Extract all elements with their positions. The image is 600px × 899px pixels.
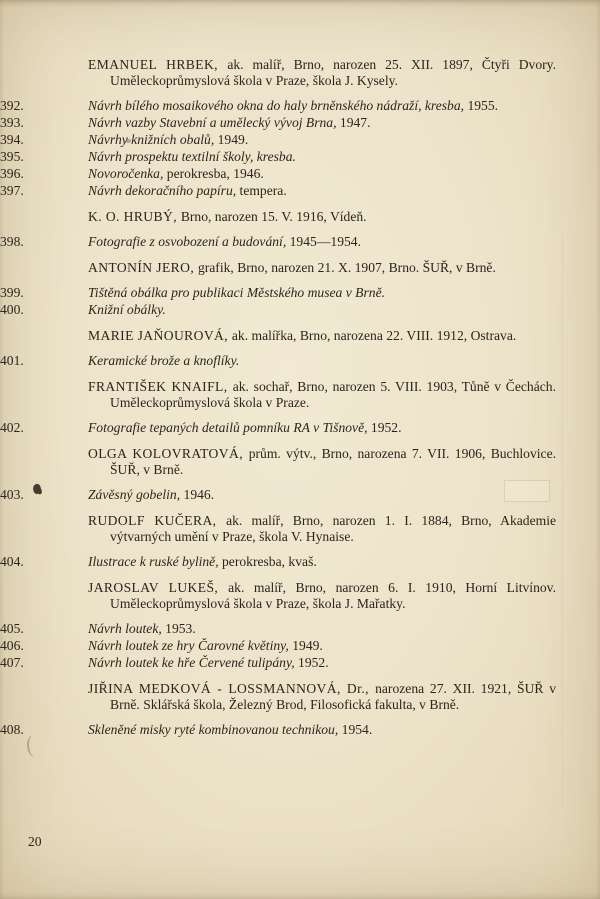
artist-details: ak. malířka, Brno, narozena 22. VIII. 1912, Ostrava. [231, 328, 517, 343]
artist-heading [88, 513, 557, 545]
artist-details: ak. malíř, Brno, narozen 1. I. 1884, Brno, Akademie výtvarných umění v Praze, škola V. Hynaise. [110, 513, 557, 544]
entry-number: 394. [0, 132, 24, 147]
catalog-entry [0, 554, 556, 570]
artist-name: JAROSLAV LUKEŠ, [88, 580, 229, 595]
artist-name: JIŘINA MEDKOVÁ - LOSSMANNOVÁ, Dr., [88, 681, 376, 696]
entry-title: Knižní obálky. [88, 302, 166, 317]
artist-details: ak. malíř, Brno, narozen 6. I. 1910, Horní Litvínov. Uměleckoprůmyslová škola v Praze, škola J. Mařatky. [110, 580, 556, 611]
catalog-entry [0, 285, 556, 301]
artist-details: grafik, Brno, narozen 21. X. 1907, Brno. ŠUŘ, v Brně. [197, 260, 496, 275]
catalog-entry [0, 166, 556, 182]
entry-tail: perokresba, kvaš. [218, 554, 317, 569]
artist-name: K. O. HRUBÝ, [88, 209, 181, 224]
catalog-entry [0, 149, 556, 165]
entry-title: Skleněné misky ryté kombinovanou technikou, [88, 722, 339, 737]
catalog-entry [0, 115, 556, 131]
entry-title: Návrh dekoračního papíru, [88, 183, 237, 198]
entry-number: 401. [0, 353, 24, 368]
entry-number: 392. [0, 98, 24, 113]
ink-blot-mark [32, 483, 43, 495]
artist-heading [88, 260, 556, 276]
catalog-entry [0, 302, 556, 318]
entry-tail: 1949. [288, 638, 323, 653]
artist-details: ak. sochař, Brno, narozen 5. VIII. 1903, Tůně v Čechách. Uměleckoprůmyslová škola v Praze. [110, 379, 556, 410]
entry-title: Keramické brože a knoflíky. [88, 353, 240, 368]
entry-number: 403. [0, 487, 24, 502]
artist-heading [88, 57, 556, 89]
artist-name: EMANUEL HRBEK, [88, 57, 228, 72]
artist-name: OLGA KOLOVRATOVÁ, [88, 446, 249, 461]
entry-tail: 1955. [464, 98, 499, 113]
pencil-paren-mark [26, 734, 41, 757]
entry-number: 407. [0, 655, 24, 670]
entry-number: 405. [0, 621, 24, 636]
entry-title: Návrh loutek, [88, 621, 162, 636]
entry-number: 393. [0, 115, 24, 130]
entry-title: Návrh vazby Stavební a umělecký vývoj Brna, [88, 115, 337, 130]
artist-name: ANTONÍN JERO, [88, 260, 198, 275]
entry-tail: 1945—1954. [286, 234, 361, 249]
catalog-entry [0, 132, 556, 148]
artist-details: ak. malíř, Brno, narozen 25. XII. 1897, Čtyři Dvory. Uměleckoprůmyslová škola v Praze, škola J. Kysely. [110, 57, 556, 88]
content [0, 57, 557, 739]
catalog-entry [0, 655, 556, 671]
catalog-entry [0, 487, 556, 503]
artist-heading [88, 328, 556, 344]
entry-tail: perokresba, 1946. [163, 166, 264, 181]
paper-crease [562, 235, 563, 805]
entry-tail: 1946. [180, 487, 215, 502]
artist-heading [88, 580, 556, 612]
entry-tail: 1949. [214, 132, 249, 147]
page-number: 20 [28, 834, 42, 849]
scan-ghost-box [504, 480, 550, 502]
entry-title: Návrh bílého mosaikového okna do haly brněnského nádraží, kresba, [88, 98, 465, 113]
catalog-entry [0, 621, 556, 637]
entry-title: Návrh loutek ke hře Červené tulipány, [88, 655, 295, 670]
entry-tail: 1952. [294, 655, 329, 670]
entry-title: Návrh loutek ze hry Čarovné květiny, [88, 638, 289, 653]
entry-title: Závěsný gobelin, [88, 487, 181, 502]
artist-details: prům. výtv., Brno, narozena 7. VII. 1906, Buchlovice. ŠUŘ, v Brně. [110, 446, 556, 477]
entry-title: Novoročenka, [88, 166, 164, 181]
entry-number: 408. [0, 722, 24, 737]
catalog-entry [0, 234, 556, 250]
catalog-entry [0, 183, 556, 199]
entry-number: 406. [0, 638, 24, 653]
entry-tail: tempera. [236, 183, 287, 198]
artist-heading [88, 681, 556, 713]
artist-heading [88, 446, 556, 478]
artist-heading [88, 379, 556, 411]
catalog-entry [0, 353, 556, 369]
entry-number: 397. [0, 183, 24, 198]
entry-number: 398. [0, 234, 24, 249]
entry-number: 396. [0, 166, 24, 181]
entry-title: Návrh prospektu textilní školy, kresba. [88, 149, 296, 164]
artist-name: MARIE JAŇOUROVÁ, [88, 328, 232, 343]
entry-number: 395. [0, 149, 24, 164]
catalog-entry [0, 722, 556, 738]
catalog-entry [0, 420, 556, 436]
catalog-entry [0, 98, 556, 114]
entry-title: Návrhy knižních obalů, [88, 132, 215, 147]
entry-title: Ilustrace k ruské bylině, [88, 554, 219, 569]
artist-details: narozena 27. XII. 1921, ŠUŘ v Brně. Sklářská škola, Železný Brod, Filosofická fakulta, v Brně. [110, 681, 556, 712]
entry-tail: 1952. [367, 420, 402, 435]
artist-name: FRANTIŠEK KNAIFL, [88, 379, 233, 394]
artist-name: RUDOLF KUČERA, [88, 513, 227, 528]
entry-number: 402. [0, 420, 24, 435]
entry-title: Fotografie z osvobození a budování, [88, 234, 287, 249]
entry-number: 404. [0, 554, 24, 569]
artist-details: Brno, narozen 15. V. 1916, Vídeň. [180, 209, 367, 224]
catalog-entry [0, 638, 556, 654]
entry-title: Fotografie tepaných detailů pomníku RA v Tišnově, [88, 420, 368, 435]
artist-heading [88, 209, 556, 225]
entry-number: 399. [0, 285, 24, 300]
entry-tail: 1947. [336, 115, 371, 130]
entry-tail: 1953. [161, 621, 196, 636]
entry-title: Tištěná obálka pro publikaci Městského musea v Brně. [88, 285, 385, 300]
entry-number: 400. [0, 302, 24, 317]
entry-tail: 1954. [338, 722, 373, 737]
